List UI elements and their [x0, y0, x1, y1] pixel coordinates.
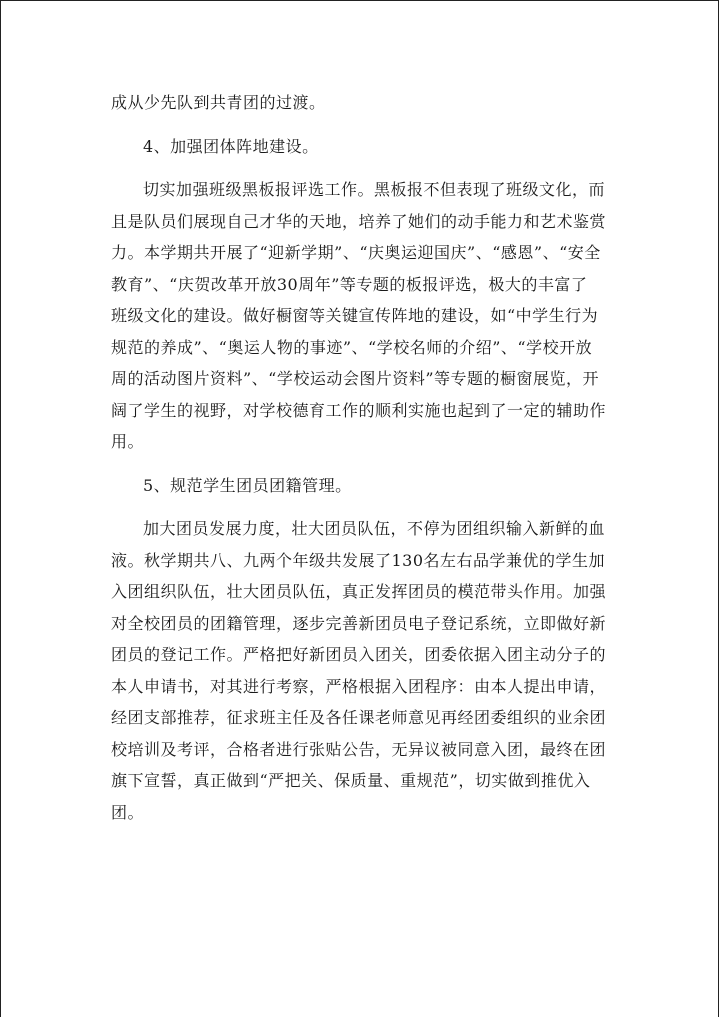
text-line: 班级文化的建设。做好橱窗等关键宣传阵地的建设，如“中学生行为 — [111, 306, 599, 325]
text-line: 阔了学生的视野，对学校德育工作的顺利实施也起到了一定的辅助作 — [111, 400, 607, 420]
text-line: 4、加强团体阵地建设。 — [143, 136, 319, 156]
text-line: 5、规范学生团员团籍管理。 — [143, 475, 352, 495]
text-line: 用。 — [111, 432, 145, 451]
text-line: 对全校团员的团籍管理，逐步完善新团员电子登记系统，立即做好新 — [111, 613, 607, 633]
text-line: 且是队员们展现自己才华的天地，培养了她们的动手能力和艺术鉴赏 — [111, 211, 607, 231]
text-line: 旗下宣誓，真正做到“严把关、保质量、重规范”，切实做到推优入 — [111, 771, 591, 790]
document-body — [111, 87, 611, 828]
text-line: 团员的登记工作。严格把好新团员入团关，团委依据入团主动分子的 — [111, 645, 607, 664]
text-line: 液。秋学期共八、九两个年级共发展了130名左右品学兼优的学生加 — [111, 550, 606, 570]
text-line: 入团组织队伍，壮大团员队伍，真正发挥团员的模范带头作用。加强 — [111, 582, 607, 601]
text-line: 团。 — [111, 802, 145, 822]
text-line: 规范的养成”、“奥运人物的事迹”、“学校名师的介绍”、“学校开放 — [111, 337, 593, 357]
text-line: 教育”、“庆贺改革开放30周年”等专题的板报评选，极大的丰富了 — [111, 274, 588, 294]
text-line: 成从少先队到共青团的过渡。 — [111, 93, 326, 112]
text-line: 校培训及考评，合格者进行张贴公告，无异议被同意入团，最终在团 — [111, 739, 607, 759]
text-line: 本人申请书，对其进行考察，严格根据入团程序：由本人提出申请， — [111, 676, 607, 696]
text-line: 经团支部推荐，征求班主任及各任课老师意见再经团委组织的业余团 — [111, 708, 607, 727]
text-line: 力。本学期共开展了“迎新学期”、“庆奥运迎国庆”、“感恩”、“安全 — [111, 243, 601, 262]
text-line: 加大团员发展力度，壮大团员队伍，不停为团组织输入新鲜的血 — [143, 519, 606, 538]
text-line: 周的活动图片资料”、“学校运动会图片资料”等专题的橱窗展览，开 — [111, 369, 600, 388]
text-line: 切实加强班级黑板报评选工作。黑板报不但表现了班级文化，而 — [143, 180, 606, 199]
